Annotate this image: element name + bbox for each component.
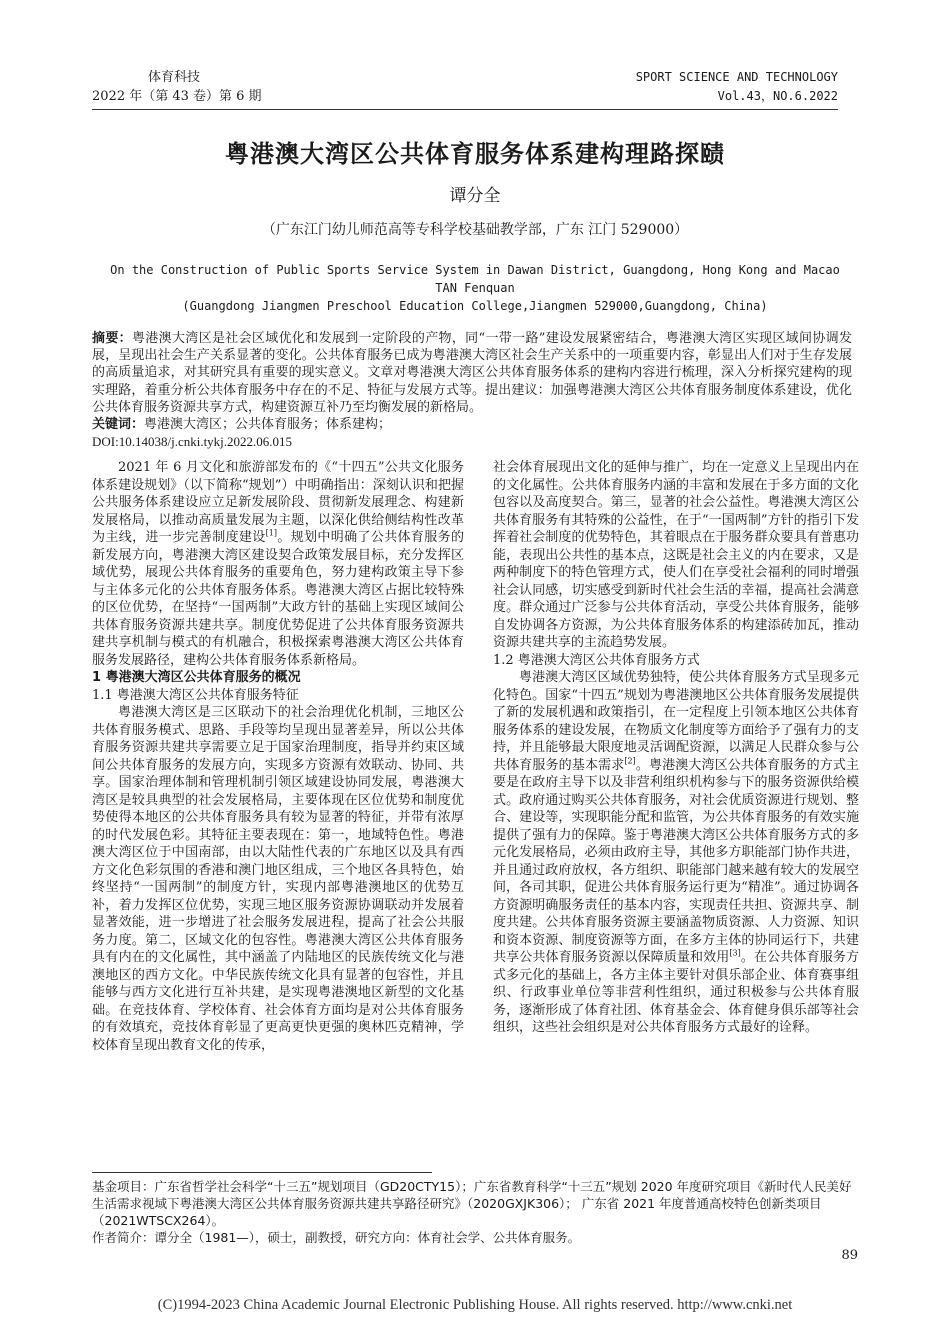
citation-3: [3] — [729, 948, 741, 958]
english-author: TAN Fenquan — [435, 281, 515, 295]
journal-header-right — [636, 68, 838, 106]
page-number: 89 — [841, 1248, 858, 1263]
english-affiliation: (Guangdong Jiangmen Preschool Education College,Jiangmen 529000,Guangdong, China) — [182, 299, 768, 313]
keywords-label: 关键词： — [92, 417, 145, 433]
english-title: On the Construction of Public Sports Service System in Dawan District, Guangdong, Hong Kong and Macao — [110, 263, 840, 277]
intro-paragraph: 2021 年 6 月文化和旅游部发布的《“十四五”公共文化服务体系建设规划》（以下简称“规划”）中明确指出：深刻认识和把握公共服务体系建设应立足新发展阶段、贯彻新发展理念、构建新发展格局，以推动高质量发展为主题，以深化供给侧结构性改革为主线，进一步完善制度建设[1]。规划中明确了公共体育服务的新发展方向，粤港澳大湾区建设契合政策发展目标，充分发挥区域优势，展现公共体育服务的重要角色，努力建构政策主导下参与主体多元化的公共体育服务体系。粤港澳大湾区占据比较特殊的区位优势，在坚持“一国两制”大政方针的基础上实现区域间公共体育服务资源共建共享。制度优势促进了公共体育服务资源共建共享机制与模式的有机融合，积极探索粤港澳大湾区公共体育服务发展路径，建构公共体育服务体系新格局。 — [92, 460, 464, 668]
section-1-1-paragraph-continued: 社会体育展现出文化的延伸与推广，均在一定意义上呈现出内在的文化属性。公共体育服务内涵的丰富和发展在于多方面的文化包容以及高度契合。第三，显著的社会公益性。粤港澳大湾区公共体育服务有其特殊的公益性，在于“一国两制”方针的指引下发挥着社会制度的优势特色，其着眼点在于服务群众要具有普惠功能，表现出公共性的基本点，这既是社会主义的内在要求，又是两种制度下的特色管理方式，使人们在享受社会福利的同时增强社会认同感，切实感受到新时代社会生活的幸福，提高社会满意度。群众通过广泛参与公共体育活动，享受公共体育服务，能够自发协调各方资源，为公共体育服务体系的构建添砖加瓦，推动资源共建共享的主流趋势发展。 — [493, 460, 859, 650]
section-1-2-paragraph: 粤港澳大湾区区域优势独特，使公共体育服务方式呈现多元化特色。国家“十四五”规划为粤港澳地区公共体育服务发展提供了新的发展机遇和政策指引，在一定程度上引领本地区公共体育服务体系的建设发展，在物质文化制度等方面给予了强有力的支持，并且能够最大限度地灵活调配资源，以满足人民群众参与公共体育服务的基本需求[2]。粤港澳大湾区公共体育服务的方式主要是在政府主导下以及非营利组织机构参与下的服务资源供给模式。政府通过购买公共体育服务，对社会优质资源进行规划、整合、建设等，实现职能分配和监管，为公共体育服务的有效实施提供了强有力的保障。鉴于粤港澳大湾区公共体育服务方式的多元化发展格局，必须由政府主导，其他多方职能部门协作共进，并且通过政府放权，各方组织、职能部门越来越有较大的发展空间，各司其职，促进公共体育服务运行更为“精准”。通过协调各方资源明确服务责任的基本内容，实现责任共担、资源共享、制度共建。公共体育服务资源主要涵盖物质资源、人力资源、知识和资本资源、制度资源等方面，在多方主体的协同运行下，共建共享公共体育服务资源以保障质量和效用[3]。在公共体育服务方式多元化的基础上，各方主体主要针对俱乐部企业、体育赛事组织、行政事业单位等非营利性组织，通过积极参与公共体育服务，逐渐形成了体育社团、体育基金会、体育健身俱乐部等社会组织，这些社会组织是对公共体育服务方式最好的诠释。 — [493, 670, 859, 1035]
abstract-text: 粤港澳大湾区是社会区域优化和发展到一定阶段的产物，同“一带一路”建设发展紧密结合，粤港澳大湾区实现区域间协调发展，呈现出社会生产关系显著的变化。公共体育服务已成为粤港澳大湾区社会生产关系中的一项重要内容，彰显出人们对于生存发展的高质量追求，对其研究具有重要的现实意义。文章对粤港澳大湾区公共体育服务体系的建构内容进行梳理，深入分析探究建构的现实理路，着重分析公共体育服务中存在的不足、特征与发展方式等。提出建议：加强粤港澳大湾区公共体育服务制度体系建设，优化公共体育服务资源共享方式，构建资源互补乃至均衡发展的新格局。 — [92, 331, 852, 415]
body-column-right — [493, 459, 859, 1037]
journal-name-cn: 体育科技 — [148, 70, 201, 85]
issue-info-en: Vol.43，NO.6.2022 — [717, 89, 838, 103]
abstract-label: 摘要： — [92, 331, 132, 346]
paper-title: 粤港澳大湾区公共体育服务体系建构理路探赜 — [225, 140, 725, 168]
section-heading-1-2: 1.2 粤港澳大湾区公共体育服务方式 — [493, 652, 700, 668]
section-heading-1-1: 1.1 粤港澳大湾区公共体育服务特征 — [92, 687, 299, 703]
copyright-footer: (C)1994-2023 China Academic Journal Electronic Publishing House. All rights reserved. http://www.cnki.net — [157, 1297, 793, 1313]
author-name: 谭分全 — [449, 186, 501, 206]
abstract-block — [92, 330, 852, 450]
header-divider — [92, 109, 838, 110]
doi: DOI:10.14038/j.cnki.tykj.2022.06.015 — [92, 434, 293, 450]
journal-name-en: SPORT SCIENCE AND TECHNOLOGY — [635, 70, 838, 84]
keywords-text: 粤港澳大湾区；公共体育服务；体系建构； — [144, 417, 392, 433]
author-bio-note: 作者简介：谭分全（1981—），硕士，副教授，研究方向：体育社会学、公共体育服务。 — [92, 1230, 581, 1245]
body-column-left — [92, 459, 464, 1054]
author-affiliation: （广东江门幼儿师范高等专科学校基础教学部，广东 江门 529000） — [261, 222, 689, 238]
footnotes — [92, 1178, 852, 1246]
issue-info-cn: 2022 年（第 43 卷）第 6 期 — [92, 89, 262, 104]
fund-note: 基金项目：广东省哲学社会科学“十三五”规划项目（GD20CTY15）；广东省教育科学“十三五”规划 2020 年度研究项目《新时代人民美好生活需求视域下粤港澳大湾区公共体育服务资源共建共享路径研究》（2020GXJK306）； 广东省 2021 年度普通高校特色创新类项目（2021WTSCX264）。 — [92, 1179, 852, 1228]
footnote-divider — [92, 1172, 432, 1173]
citation-1: [1] — [265, 528, 277, 538]
english-title-block — [0, 261, 950, 315]
section-1-1-paragraph: 粤港澳大湾区是三区联动下的社会治理优化机制，三地区公共体育服务模式、思路、手段等均呈现出显著差异，所以公共体育服务资源共建共享需要立足于国家治理制度，指导并约束区域间公共体育服务的发展方向，实现多方资源有效联动、协同、共享。国家治理体制和管理机制引领区域建设协同发展，粤港澳大湾区是较具典型的社会发展格局，主要体现在区位优势和制度优势使得本地区的公共体育服务具有较为显著的特征，并带有浓厚的时代发展色彩。其特征主要表现在：第一，地域特色性。粤港澳大湾区位于中国南部，由以大陆性代表的广东地区以及具有西方文化色彩氛围的香港和澳门地区组成，三个地区各具特色，始终坚持“一国两制”的制度方针，实现内部粤港澳地区的优势互补，着力发挥区位优势，实现三地区服务资源协调联动并发展着显著效能，进一步增进了社会服务发展进程，提高了社会公共服务力度。第二，区域文化的包容性。粤港澳大湾区公共体育服务具有内在的文化属性，其中涵盖了内陆地区的民族传统文化与港澳地区的西方文化。中华民族传统文化具有显著的包容性，并且能够与西方文化进行互补共建，是实现粤港澳地区新型的文化基础。在竞技体育、学校体育、社会体育方面均是对公共体育服务的有效填充，竞技体育彰显了更高更快更强的奥林匹克精神，学校体育呈现出教育文化的传承， — [92, 705, 464, 1053]
journal-header-left — [92, 68, 262, 106]
citation-2: [2] — [624, 756, 636, 766]
section-heading-1: 1 粤港澳大湾区公共体育服务的概况 — [92, 670, 301, 685]
